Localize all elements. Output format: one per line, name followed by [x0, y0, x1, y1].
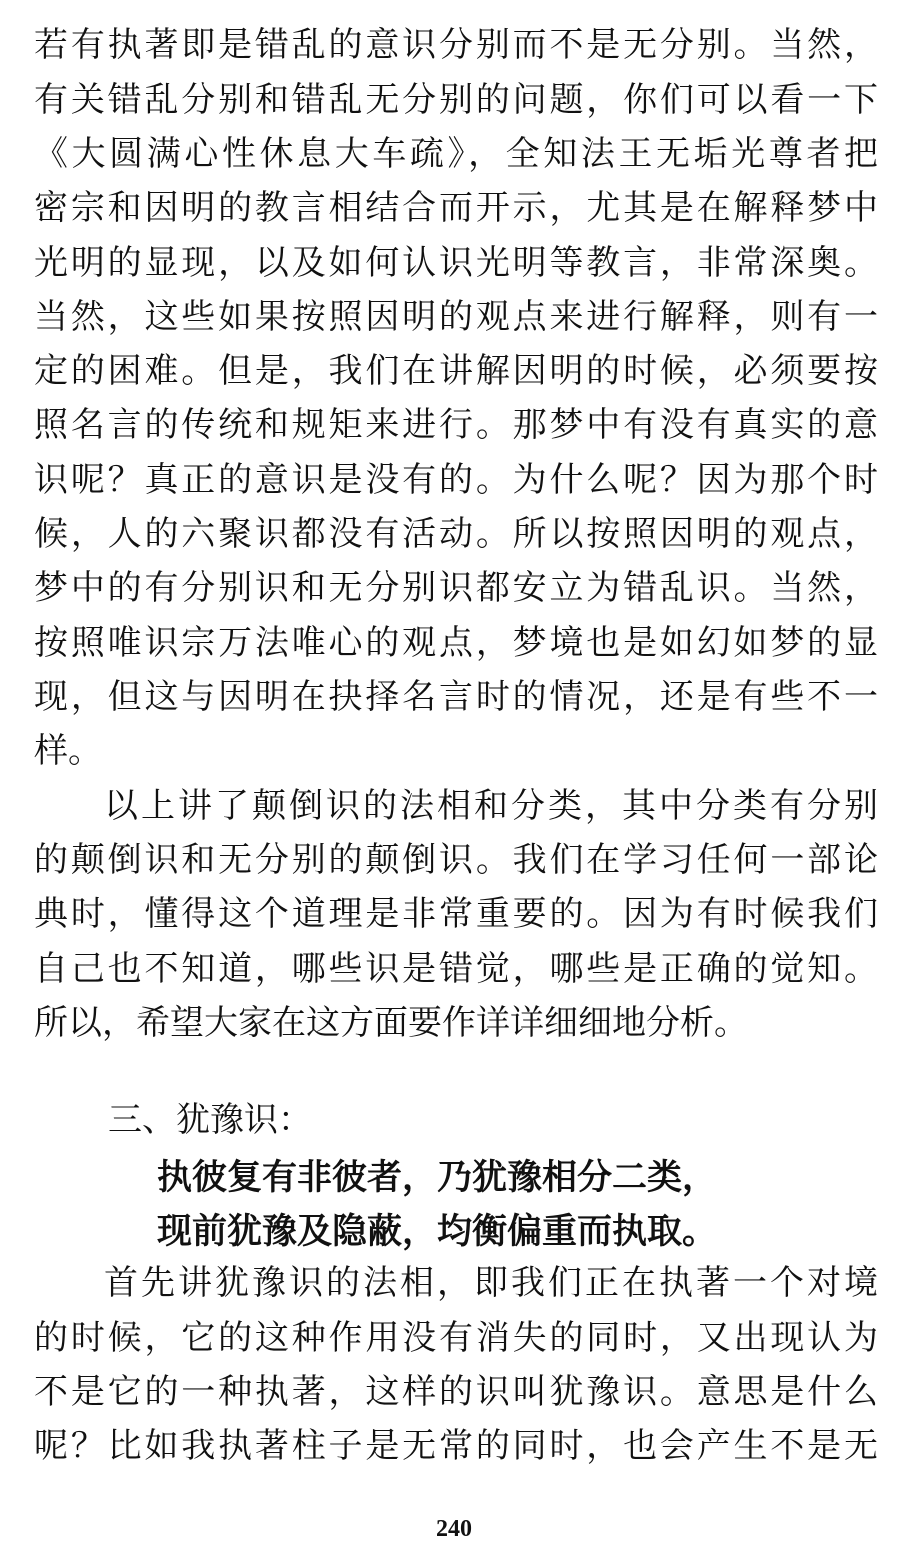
text-line: 现，但这与因明在抉择名言时的情况，还是有些不一 [34, 677, 878, 717]
section-title: 三、犹豫识： [108, 1100, 312, 1140]
text-line: 呢？比如我执著柱子是无常的同时，也会产生不是无 [34, 1426, 878, 1466]
text-line: 按照唯识宗万法唯心的观点，梦境也是如幻如梦的显 [34, 623, 878, 663]
text-line: 的颠倒识和无分别的颠倒识。我们在学习任何一部论 [34, 840, 878, 880]
text-line: 光明的显现，以及如何认识光明等教言，非常深奥。 [34, 243, 878, 283]
text-line: 密宗和因明的教言相结合而开示，尤其是在解释梦中 [34, 188, 878, 228]
text-line: 当然，这些如果按照因明的观点来进行解释，则有一 [34, 297, 878, 337]
text-line: 《大圆满心性休息大车疏》，全知法王无垢光尊者把 [34, 134, 878, 174]
text-line: 以上讲了颠倒识的法相和分类，其中分类有分别 [104, 786, 878, 826]
text-line: 的时候，它的这种作用没有消失的同时，又出现认为 [34, 1318, 878, 1358]
verse-line: 现前犹豫及隐蔽，均衡偏重而执取。 [157, 1212, 718, 1252]
text-line: 自己也不知道，哪些识是错觉，哪些是正确的觉知。 [34, 949, 878, 989]
text-line: 梦中的有分别识和无分别识都安立为错乱识。当然， [34, 568, 878, 608]
text-line: 有关错乱分别和错乱无分别的问题，你们可以看一下 [34, 80, 878, 120]
text-line: 不是它的一种执著，这样的识叫犹豫识。意思是什么 [34, 1372, 878, 1412]
text-line: 所以，希望大家在这方面要作详详细细地分析。 [34, 1003, 748, 1043]
text-line: 候，人的六聚识都没有活动。所以按照因明的观点， [34, 514, 878, 554]
page-number: 240 [436, 1516, 472, 1542]
text-line: 定的困难。但是，我们在讲解因明的时候，必须要按 [34, 351, 878, 391]
text-line: 若有执著即是错乱的意识分别而不是无分别。当然， [34, 25, 878, 65]
text-line: 识呢？真正的意识是没有的。为什么呢？因为那个时 [34, 460, 878, 500]
text-line: 首先讲犹豫识的法相，即我们正在执著一个对境 [104, 1263, 878, 1303]
text-line: 样。 [34, 731, 102, 771]
text-line: 照名言的传统和规矩来进行。那梦中有没有真实的意 [34, 405, 878, 445]
verse-line: 执彼复有非彼者，乃犹豫相分二类， [157, 1158, 718, 1198]
text-line: 典时，懂得这个道理是非常重要的。因为有时候我们 [34, 894, 878, 934]
